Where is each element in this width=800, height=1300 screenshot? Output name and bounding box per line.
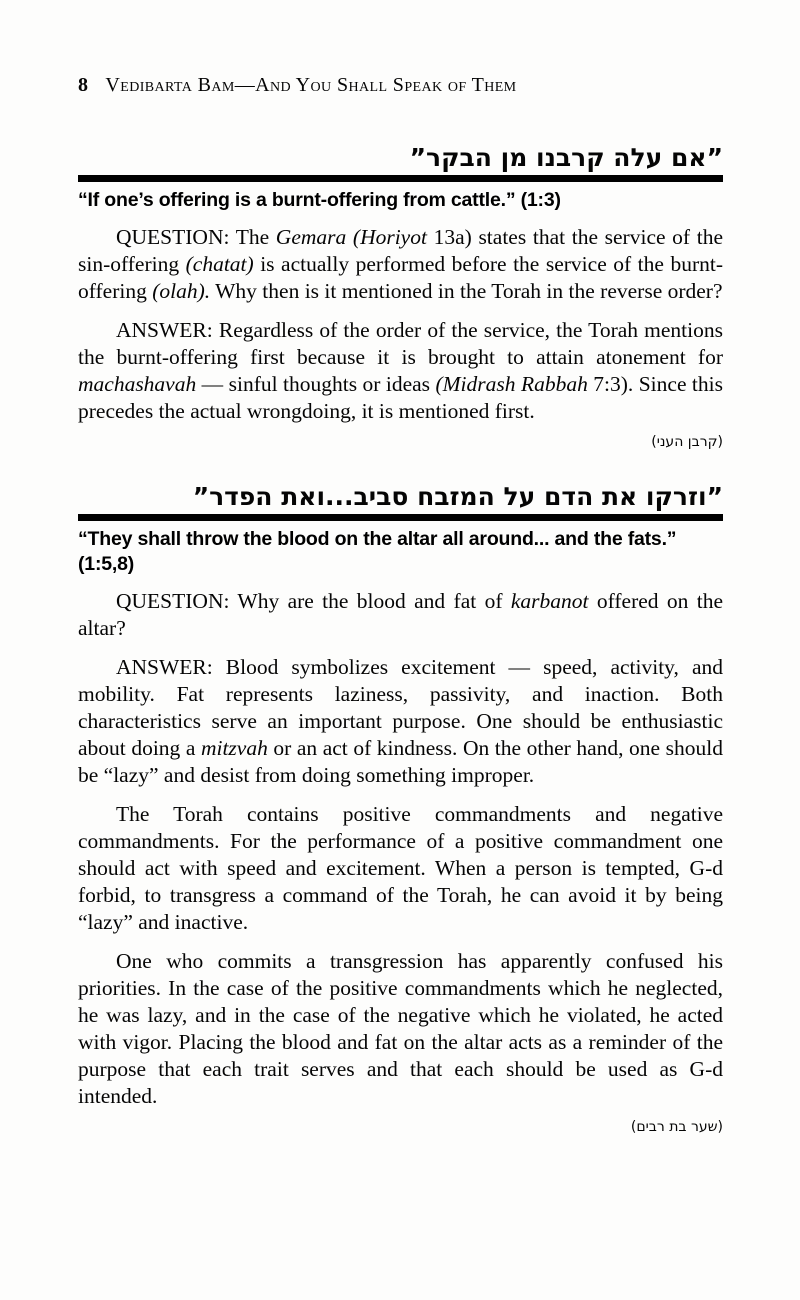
- text-run: The Torah contains positive commandments and negative commandments. For the performance of a positive commandment one should act with speed and excitement. When a person is tempted, G-d forbid, to transgress a command of the Torah, he can avoid it by being “lazy” and inactive.: [78, 802, 723, 935]
- section-blood-and-fats: [78, 482, 723, 1137]
- section-body: [78, 588, 723, 1110]
- italic-term: machashavah: [78, 372, 197, 397]
- text-run: QUESTION: The: [116, 225, 276, 250]
- italic-term: Gemara (Horiyot: [275, 225, 427, 250]
- italic-term: (olah).: [152, 279, 211, 304]
- text-run: QUESTION: Why are the blood and fat of: [116, 589, 511, 614]
- paragraph: [78, 801, 723, 936]
- text-run: or an act of kindness. On the other hand, one should be “lazy” and desist from doing something improper.: [78, 736, 723, 788]
- verse-translation-heading: “If one’s offering is a burnt-offering from cattle.” (1:3): [78, 189, 561, 211]
- text-run: ANSWER: Blood symbolizes excitement — speed, activity, and mobility. Fat represents laziness, passivity, and inaction. Both characteristics serve an important purpose. One should be enthusiastic about doing a: [78, 655, 723, 761]
- page-number: 8: [78, 74, 89, 96]
- text-run: ANSWER: Regardless of the order of the service, the Torah mentions the burnt-offering first because it is brought to attain atonement for: [78, 318, 723, 370]
- text-run: 13a) states that the service of the sin-offering: [78, 225, 723, 277]
- italic-term: karbanot: [510, 589, 589, 614]
- paragraph: [78, 588, 723, 642]
- paragraph: [78, 654, 723, 789]
- source-attribution: (שער בת רבים): [630, 1119, 723, 1136]
- section-burnt-offering: [78, 143, 723, 452]
- source-attribution: (קרבן העני): [651, 434, 723, 451]
- heading-rule: [78, 514, 723, 521]
- text-run: 7:3). Since this precedes the actual wrongdoing, it is mentioned first.: [78, 372, 723, 424]
- hebrew-verse-heading: ”וזרקו את הדם על המזבח סביב...ואת הפדר”: [192, 481, 723, 511]
- running-title: Vedibarta Bam—And You Shall Speak of Them: [105, 74, 517, 96]
- running-head: [78, 74, 723, 97]
- paragraph: [78, 317, 723, 425]
- text-run: One who commits a transgression has apparently confused his priorities. In the case of the positive commandments which he neglected, he was lazy, and in the case of the negative which he violated, he acted with vigor. Placing the blood and fat on the altar acts as a reminder of the purpose that each trait serves and that each should be used as G-d intended.: [78, 949, 723, 1109]
- section-body: [78, 224, 723, 425]
- heading-rule: [78, 175, 723, 182]
- text-run: is actually performed before the service of the burnt-offering: [78, 252, 723, 304]
- text-run: Why then is it mentioned in the Torah in the reverse order?: [210, 279, 723, 304]
- text-run: offered on the altar?: [78, 589, 723, 641]
- verse-translation-heading: “They shall throw the blood on the altar all around... and the fats.” (1:5,8): [78, 527, 677, 575]
- paragraph: [78, 224, 723, 305]
- italic-term: (chatat): [185, 252, 254, 277]
- italic-term: mitzvah: [200, 736, 268, 761]
- paragraph: [78, 948, 723, 1110]
- italic-term: (Midrash Rabbah: [435, 372, 588, 397]
- hebrew-verse-heading: ”אם עלה קרבנו מן הבקר”: [409, 143, 723, 172]
- text-run: — sinful thoughts or ideas: [196, 372, 436, 397]
